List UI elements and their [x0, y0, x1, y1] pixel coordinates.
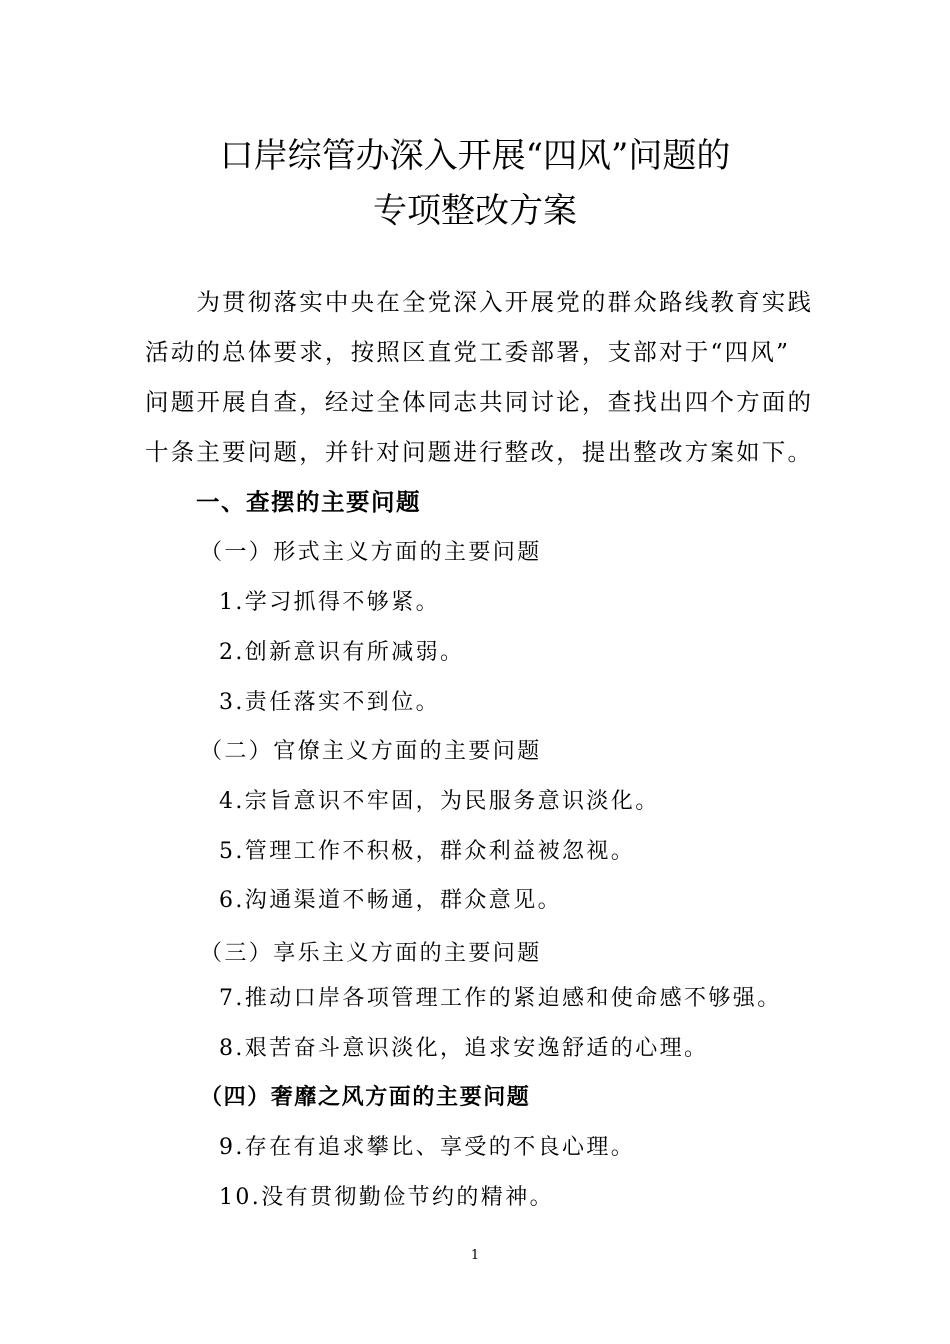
intro-paragraph-line: 十条主要问题，并针对问题进行整改，提出整改方案如下。	[145, 438, 814, 466]
intro-paragraph-line: 为贯彻落实中央在全党深入开展党的群众路线教育实践	[145, 288, 814, 316]
list-item: 5.管理工作不积极，群众利益被忽视。	[219, 839, 636, 864]
list-item: 6.沟通渠道不畅通，群众意见。	[219, 888, 562, 913]
subsection-heading: （二）官僚主义方面的主要问题	[200, 739, 542, 764]
document-title-line-1: 口岸综管办深入开展“四风”问题的	[219, 136, 731, 176]
list-item: 2.创新意识有所减弱。	[219, 640, 465, 665]
intro-paragraph-line: 问题开展自查，经过全体同志共同讨论，查找出四个方面的	[145, 388, 814, 416]
subsection-heading: （三）享乐主义方面的主要问题	[200, 941, 542, 966]
list-item: 1.学习抓得不够紧。	[219, 590, 440, 615]
page-number: 1	[470, 1248, 480, 1263]
document-title-line-2: 专项整改方案	[373, 191, 577, 231]
list-item: 3.责任落实不到位。	[219, 690, 440, 715]
section-heading: 一、查摆的主要问题	[196, 488, 421, 516]
subsection-heading: （四）奢靡之风方面的主要问题	[200, 1085, 531, 1110]
list-item: 9.存在有追求攀比、享受的不良心理。	[219, 1135, 636, 1160]
intro-paragraph-line: 活动的总体要求，按照区直党工委部署，支部对于“四风”	[145, 338, 791, 366]
list-item: 4.宗旨意识不牢固，为民服务意识淡化。	[219, 789, 660, 814]
list-item: 10.没有贯彻勤俭节约的精神。	[219, 1185, 554, 1210]
list-item: 8.艰苦奋斗意识淡化，追求安逸舒适的心理。	[219, 1036, 709, 1061]
subsection-heading: （一）形式主义方面的主要问题	[200, 540, 542, 565]
list-item: 7.推动口岸各项管理工作的紧迫感和使命感不够强。	[219, 986, 782, 1011]
